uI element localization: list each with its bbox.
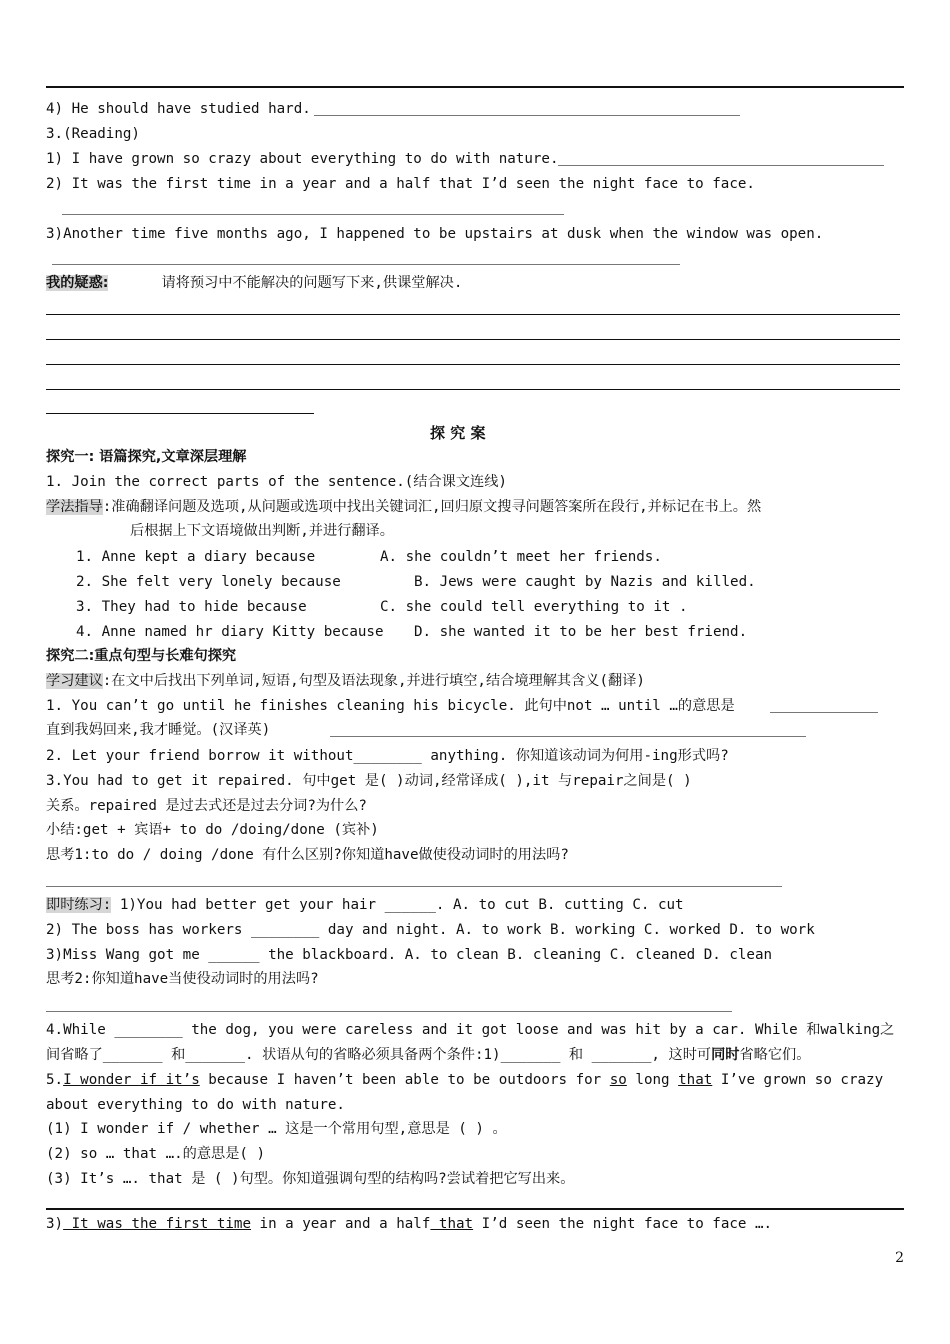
section-title: 探 究 案 (430, 424, 486, 442)
sub-question-2: (2) so … that ….的意思是( ) (46, 1146, 266, 1162)
blank-line (46, 886, 782, 887)
blank-line (46, 1011, 732, 1012)
match-option: D. she wanted it to be her best friend. (414, 624, 748, 640)
ex1-task: 1. Join the correct parts of the sentence.(结合课文连线) (46, 474, 507, 490)
match-item: 4. Anne named hr diary Kitty because (76, 624, 384, 640)
question-1: 1. You can’t go until he finishes cleaning his bicycle. 此句中not … until …的意思是 (46, 698, 735, 714)
doubt-label: 我的疑惑: (46, 275, 109, 291)
doubt-text: 请将预习中不能解决的问题写下来,供课堂解决. (161, 275, 463, 291)
match-option: A. she couldn’t meet her friends. (380, 549, 662, 565)
advice-label: 学习建议 (46, 673, 103, 689)
practice-3: 3)Miss Wang got me ______ the blackboard. A. to clean B. cleaning C. cleaned D. clean (46, 947, 773, 963)
practice-1: 即时练习: 1)You had better get your hair ______. A. to cut B. cutting C. cut (46, 897, 684, 913)
writing-line (46, 364, 900, 365)
sub-question-1: (1) I wonder if / whether … 这是一个常用句型,意思是 ( ) 。 (46, 1121, 507, 1137)
match-option: B. Jews were caught by Nazis and killed. (414, 574, 756, 590)
question-1-translate: 直到我妈回来,我才睡觉。(汉译英) (46, 722, 271, 738)
match-item: 2. She felt very lonely because (76, 574, 341, 590)
top-rule (46, 86, 904, 88)
question-2: 2. Let your friend borrow it without________ anything. 你知道该动词为何用-ing形式吗? (46, 748, 729, 764)
match-item: 3. They had to hide because (76, 599, 307, 615)
practice-2: 2) The boss has workers ________ day and night. A. to work B. working C. worked D. to work (46, 922, 815, 938)
question-4-cont: 间省略了_______ 和_______. 状语从句的省略必须具备两个条件:1)_______ 和 _______, 这时可同时省略它们。 (46, 1047, 811, 1063)
writing-line (46, 314, 900, 315)
divider-rule (46, 1208, 904, 1210)
question-4: 4.While ________ the dog, you were careless and it got loose and was hit by a car. While 和walking之 (46, 1022, 895, 1038)
blank-line (62, 214, 564, 215)
reading-sentence-2: 2) It was the first time in a year and a half that I’d seen the night face to face. (46, 176, 755, 192)
sub-question-3: (3) It’s …. that 是 ( )句型。你知道强调句型的结构吗?尝试着把它写出来。 (46, 1171, 575, 1187)
writing-line (46, 413, 314, 414)
question-3: 3.You had to get it repaired. 句中get 是( )动词,经常译成( ),it 与repair之间是( ) (46, 773, 692, 789)
blank-line (558, 165, 884, 166)
question-5: 5.I wonder if it’s because I haven’t been able to be outdoors for so long that I’ve grown so crazy (46, 1072, 884, 1088)
ex1-guide: 学法指导:准确翻译问题及选项,从问题或选项中找出关键词汇,回归原文搜寻问题答案所在段行,并标记在书上。然 (46, 499, 762, 515)
think-1: 思考1:to do / doing /done 有什么区别?你知道have做使役动词时的用法吗? (46, 847, 569, 863)
blank-line (52, 264, 680, 265)
ex1-guide-cont: 后根据上下文语境做出判断,并进行翻译。 (130, 523, 394, 539)
question-3-cont: 关系。repaired 是过去式还是过去分词?为什么? (46, 798, 367, 814)
reading-sentence-3: 3)Another time five months ago, I happened to be upstairs at dusk when the window was open. (46, 226, 824, 242)
doubt-line (46, 273, 462, 293)
summary: 小结:get + 宾语+ to do /doing/done (宾补) (46, 822, 379, 838)
ex2-advice: 学习建议:在文中后找出下列单词,短语,句型及语法现象,并进行填空,结合境理解其含义(翻译) (46, 673, 645, 689)
final-sentence: 3) It was the first time in a year and a half that I’d seen the night face to face …. (46, 1216, 773, 1232)
blank-line (314, 115, 740, 116)
page-number: 2 (895, 1250, 904, 1266)
think-2: 思考2:你知道have当使役动词时的用法吗? (46, 971, 319, 987)
match-option: C. she could tell everything to it . (380, 599, 688, 615)
blank-line (770, 712, 878, 713)
reading-sentence-1: 1) I have grown so crazy about everything to do with nature. (46, 151, 559, 167)
question-5-cont: about everything to do with nature. (46, 1097, 345, 1113)
reading-label: 3.(Reading) (46, 126, 140, 142)
practice-label: 即时练习: (46, 897, 112, 913)
answer-line-4: 4) He should have studied hard. (46, 101, 311, 117)
writing-line (46, 339, 900, 340)
blank-line (330, 736, 806, 737)
guide-label: 学法指导 (46, 499, 103, 515)
match-item: 1. Anne kept a diary because (76, 549, 316, 565)
writing-line (46, 389, 900, 390)
ex2-heading: 探究二:重点句型与长难句探究 (46, 648, 237, 664)
ex1-heading: 探究一: 语篇探究,文章深层理解 (46, 449, 247, 465)
